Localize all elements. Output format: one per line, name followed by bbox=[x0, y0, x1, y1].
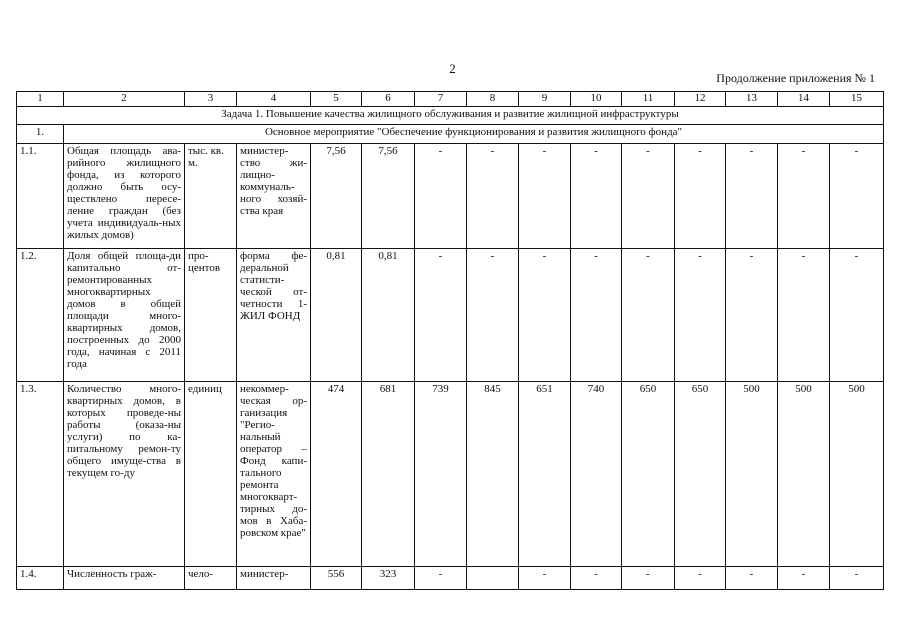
value-cell: 7,56 bbox=[362, 144, 415, 249]
table-row bbox=[17, 249, 884, 382]
value-cell: 740 bbox=[571, 382, 622, 567]
value-cell: - bbox=[726, 144, 778, 249]
page-number: 2 bbox=[449, 61, 456, 76]
column-number: 13 bbox=[726, 92, 778, 107]
value-cell: 323 bbox=[362, 567, 415, 590]
column-number: 5 bbox=[311, 92, 362, 107]
column-number: 12 bbox=[675, 92, 726, 107]
value-cell: 500 bbox=[830, 382, 884, 567]
value-cell: - bbox=[830, 567, 884, 590]
column-number: 1 bbox=[17, 92, 64, 107]
row-number: 1.4. bbox=[17, 567, 64, 590]
value-cell: 556 bbox=[311, 567, 362, 590]
value-cell: 474 bbox=[311, 382, 362, 567]
value-cell: 500 bbox=[778, 382, 830, 567]
value-cell: - bbox=[519, 567, 571, 590]
unit: тыс. кв. м. bbox=[185, 144, 237, 249]
value-cell: 500 bbox=[726, 382, 778, 567]
value-cell: 650 bbox=[675, 382, 726, 567]
task-title: Задача 1. Повышение качества жилищного обслуживания и развитие жилищной инфраструктуры bbox=[17, 107, 884, 125]
data-source: министер- bbox=[237, 567, 311, 590]
indicator-name: Количество много-квартирных домов, в которых проведе-ны работы (оказа-ны услуги) по ка-питальному ремон-ту общего имуще-ства в текущем го-ду bbox=[64, 382, 185, 567]
value-cell: - bbox=[778, 249, 830, 382]
table-row bbox=[17, 567, 884, 590]
value-cell: - bbox=[519, 144, 571, 249]
column-number: 2 bbox=[64, 92, 185, 107]
value-cell: 845 bbox=[467, 382, 519, 567]
column-number: 3 bbox=[185, 92, 237, 107]
column-number: 14 bbox=[778, 92, 830, 107]
value-cell: 650 bbox=[622, 382, 675, 567]
column-number: 9 bbox=[519, 92, 571, 107]
value-cell: - bbox=[519, 249, 571, 382]
indicator-name: Численность граж- bbox=[64, 567, 185, 590]
value-cell: - bbox=[467, 144, 519, 249]
column-number: 7 bbox=[415, 92, 467, 107]
value-cell: - bbox=[675, 144, 726, 249]
unit: чело- bbox=[185, 567, 237, 590]
value-cell: - bbox=[830, 249, 884, 382]
task-row bbox=[17, 107, 884, 125]
appendix-continuation-label: Продолжение приложения № 1 bbox=[716, 71, 875, 85]
value-cell: - bbox=[778, 144, 830, 249]
column-number: 4 bbox=[237, 92, 311, 107]
value-cell: - bbox=[415, 249, 467, 382]
value-cell: - bbox=[622, 567, 675, 590]
indicator-name: Доля общей площа-ди капитально от-ремонтированных многоквартирных домов в общей площади много-квартирных домов, построенных до 2000 года, начиная с 2011 года bbox=[64, 249, 185, 382]
event-number: 1. bbox=[17, 125, 64, 144]
column-number: 6 bbox=[362, 92, 415, 107]
event-title: Основное мероприятие "Обеспечение функционирования и развития жилищного фонда" bbox=[64, 125, 884, 144]
row-number: 1.3. bbox=[17, 382, 64, 567]
unit: про-центов bbox=[185, 249, 237, 382]
value-cell: - bbox=[675, 249, 726, 382]
value-cell bbox=[467, 567, 519, 590]
value-cell: - bbox=[571, 567, 622, 590]
column-number-row bbox=[17, 92, 884, 107]
value-cell: - bbox=[415, 144, 467, 249]
main-event-row bbox=[17, 125, 884, 144]
table-row bbox=[17, 144, 884, 249]
value-cell: - bbox=[830, 144, 884, 249]
value-cell: - bbox=[571, 144, 622, 249]
value-cell: 681 bbox=[362, 382, 415, 567]
indicator-name: Общая площадь ава-рийного жилищного фонда, из которого должно быть осу-ществлено пересе-ление граждан (без учета индивидуаль-ных жилых домов) bbox=[64, 144, 185, 249]
unit: единиц bbox=[185, 382, 237, 567]
value-cell: 739 bbox=[415, 382, 467, 567]
column-number: 8 bbox=[467, 92, 519, 107]
value-cell: 651 bbox=[519, 382, 571, 567]
indicators-table bbox=[16, 91, 884, 590]
column-number: 10 bbox=[571, 92, 622, 107]
column-number: 11 bbox=[622, 92, 675, 107]
value-cell: - bbox=[571, 249, 622, 382]
row-number: 1.1. bbox=[17, 144, 64, 249]
value-cell: - bbox=[622, 249, 675, 382]
value-cell: 0,81 bbox=[362, 249, 415, 382]
value-cell: 7,56 bbox=[311, 144, 362, 249]
value-cell: - bbox=[726, 249, 778, 382]
value-cell: - bbox=[467, 249, 519, 382]
data-source: форма фе-деральной статисти-ческой от-четности 1-ЖИЛ ФОНД bbox=[237, 249, 311, 382]
value-cell: - bbox=[778, 567, 830, 590]
data-source: некоммер-ческая ор-ганизация "Регио-нальный оператор – Фонд капи-тального ремонта многокварт-тирных до-мов в Хаба-ровском крае" bbox=[237, 382, 311, 567]
value-cell: - bbox=[415, 567, 467, 590]
value-cell: - bbox=[622, 144, 675, 249]
value-cell: - bbox=[726, 567, 778, 590]
data-source: министер-ство жи-лищно-коммуналь-ного хозяй-ства края bbox=[237, 144, 311, 249]
row-number: 1.2. bbox=[17, 249, 64, 382]
column-number: 15 bbox=[830, 92, 884, 107]
table-row bbox=[17, 382, 884, 567]
value-cell: 0,81 bbox=[311, 249, 362, 382]
value-cell: - bbox=[675, 567, 726, 590]
